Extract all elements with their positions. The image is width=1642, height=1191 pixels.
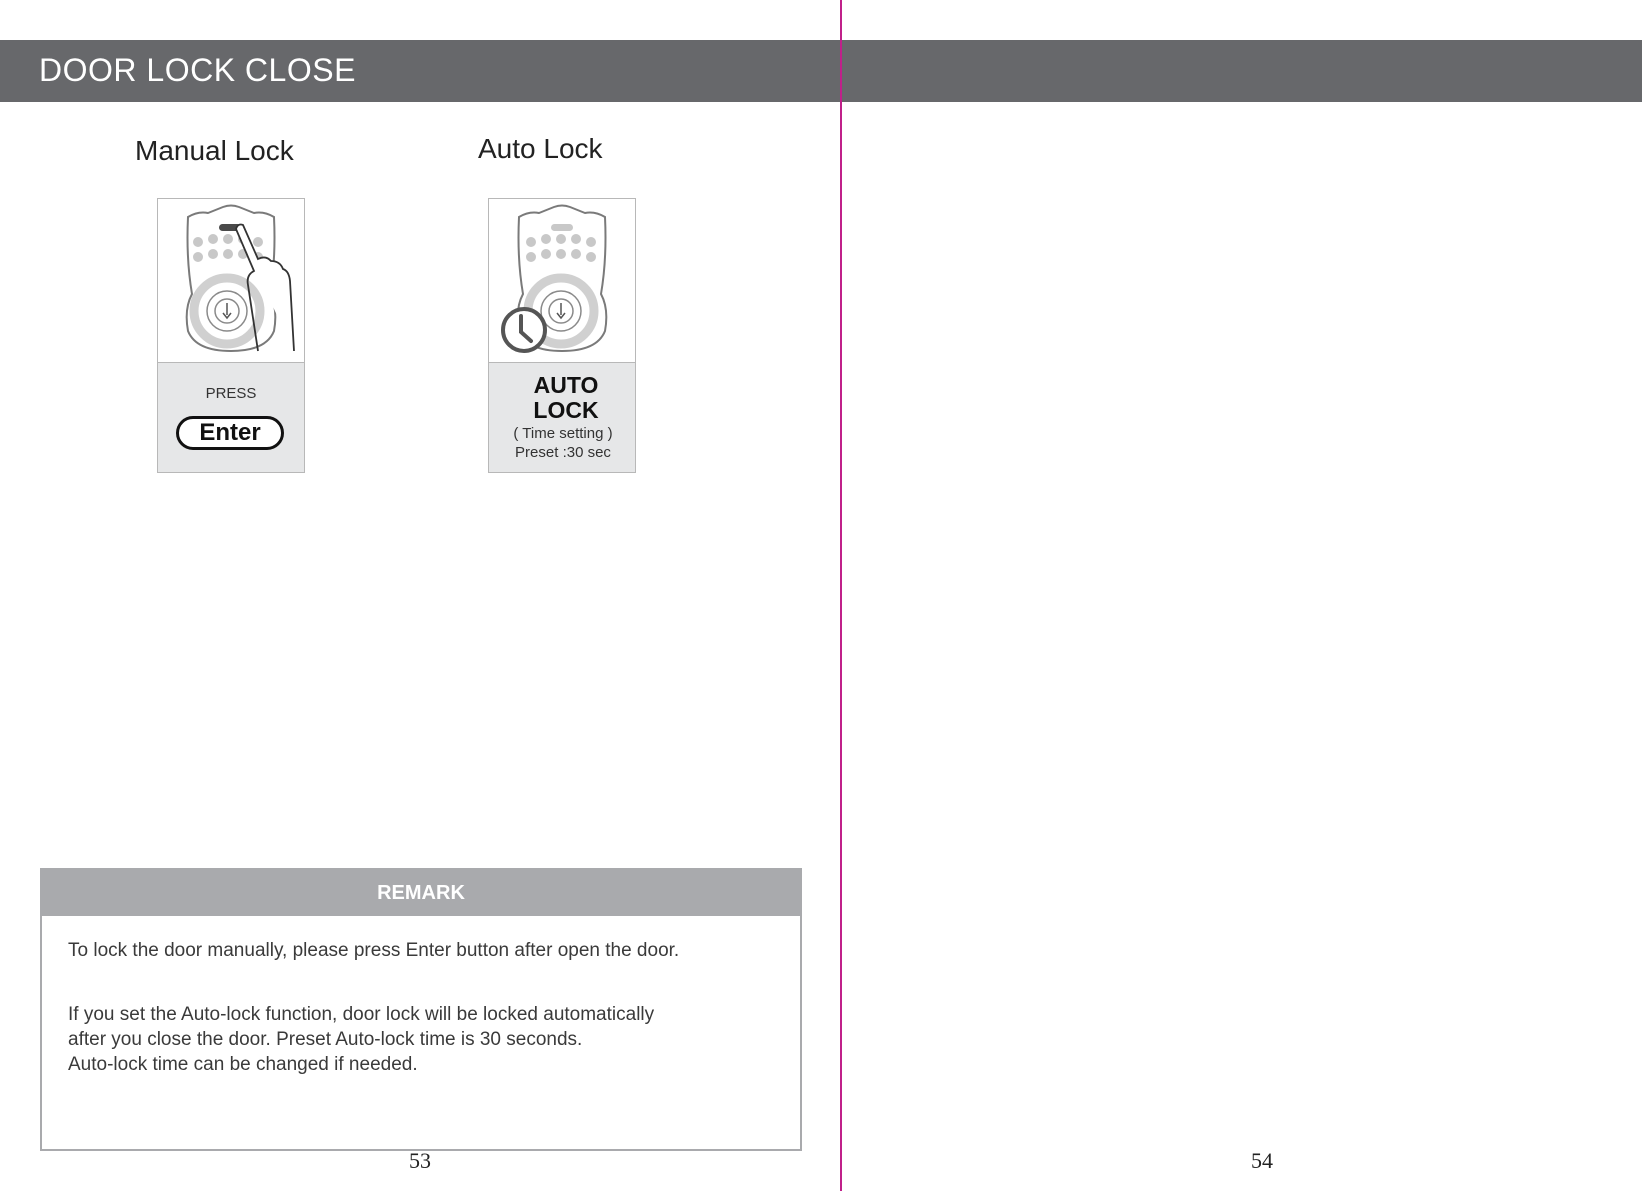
enter-button[interactable]: Enter [176, 416, 284, 450]
manual-lock-title: Manual Lock [135, 135, 294, 166]
page-number-right: 54 [1251, 1148, 1273, 1173]
remark-heading: REMARK [42, 870, 800, 916]
door-lock-press-icon [158, 199, 304, 362]
remark-paragraph-2: If you set the Auto-lock function, door lock will be locked automatically after you close the door. Preset Auto-lock time is 30 seconds. Auto-lock time can be changed if needed. [68, 1004, 655, 1075]
auto-lock-illustration [489, 199, 635, 362]
remark-paragraph-1: To lock the door manually, please press Enter button after open the door. [68, 940, 680, 961]
preset-label: Preset :30 sec [515, 444, 611, 461]
manual-lock-panel [158, 362, 304, 472]
press-label: PRESS [205, 385, 257, 402]
page-spine-divider [840, 0, 842, 1191]
remark-box [40, 868, 802, 1151]
time-setting-label: ( Time setting ) [513, 425, 613, 442]
door-lock-timer-icon [489, 199, 635, 362]
page-title: DOOR LOCK CLOSE [39, 52, 356, 88]
auto-lock-title: Auto Lock [478, 133, 603, 164]
manual-lock-illustration [158, 199, 304, 362]
page-number-left: 53 [409, 1148, 431, 1173]
manual-lock-card [157, 198, 305, 473]
auto-lock-panel-title: AUTO LOCK [533, 372, 599, 423]
auto-lock-card [488, 198, 636, 473]
auto-lock-panel [489, 362, 635, 472]
